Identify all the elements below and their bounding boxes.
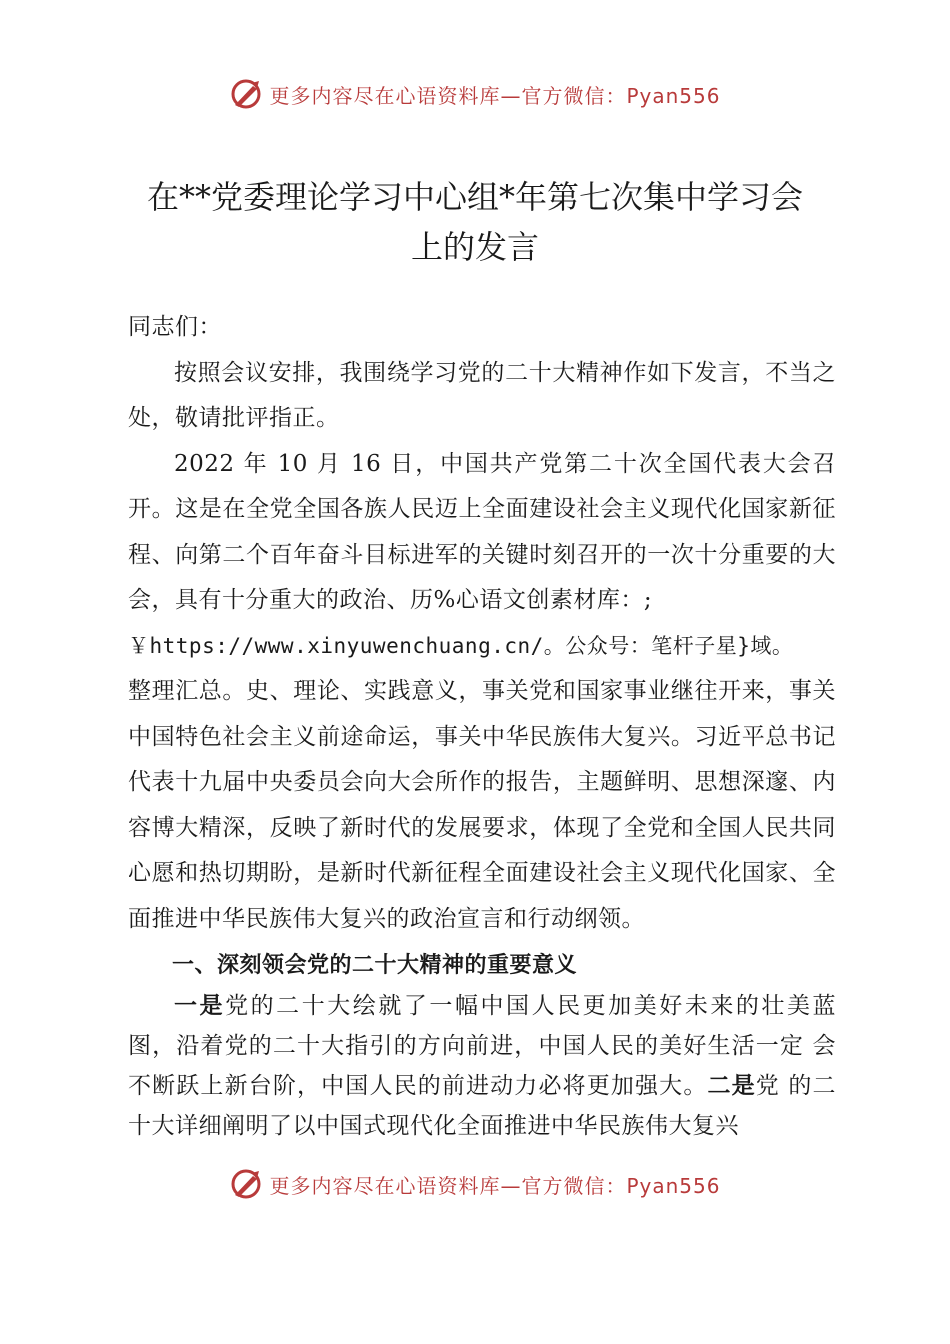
header-banner-text: 更多内容尽在心语资料库—官方微信：Pyan556	[269, 83, 721, 108]
significance-text-a: 党的二十大绘就了一幅中国人民更加美好未来的壮美蓝 图，沿着党的二十大指引的方向前进，中国人民的美好生活一定 会不断跃上新台阶，中国人民的前进动力必将更加强大。	[128, 993, 837, 1099]
paragraph-background-b: 整理汇总。史、理论、实践意义，事关党和国家事业继往开来，事关中国特色社会主义前途命运，事关中华民族伟大复兴。习近平总书记代表十九届中央委员会向大会所作的报告，主题鲜明、思想深邃、内容博大精深，反映了新时代的发展要求，体现了全党和全国人民共同心愿和热切期盼，是新时代新征程全面建设社会主义现代化国家、全面推进中华民族伟大复兴的政治宣言和行动纲领。	[128, 678, 836, 932]
keyword-first: 一是	[174, 993, 226, 1019]
pen-circle-logo-icon	[229, 77, 263, 111]
paragraph-significance	[128, 986, 836, 1146]
keyword-second: 二是	[707, 1073, 756, 1099]
salutation: 同志们：	[128, 314, 222, 340]
paragraph-intro: 按照会议安排，我围绕学习党的二十大精神作如下发言，不当之处，敬请批评指正。	[128, 359, 836, 431]
pen-circle-logo-icon	[229, 1167, 263, 1201]
page-title	[80, 172, 870, 272]
footer-banner	[0, 1162, 950, 1206]
header-banner	[0, 72, 950, 116]
paragraph-background-a: 2022 年 10 月 16 日，中国共产党第二十次全国代表大会召开。这是在全党全国各族人民迈上全面建设社会主义现代化国家新征程、向第二个百年奋斗目标进军的关键时刻召开的一次十分重要的大会，具有十分重大的政治、历%心语文创素材库：;	[128, 450, 836, 613]
section-heading-1: 一、深刻领会党的二十大精神的重要意义	[172, 953, 578, 978]
significance-text-b: 党 的二十大详细阐明了以中国式现代化全面推进中华民族伟大复兴	[128, 1073, 837, 1139]
footer-banner-text: 更多内容尽在心语资料库—官方微信：Pyan556	[269, 1173, 721, 1198]
title-line-2: 上的发言	[410, 228, 539, 266]
paragraph-background-url: ￥https://www.xinyuwenchuang.cn/。公众号：笔杆子星}域。	[128, 633, 794, 658]
document-body	[128, 305, 836, 1146]
title-line-1: 在**党委理论学习中心组*年第七次集中学习会	[146, 178, 803, 216]
